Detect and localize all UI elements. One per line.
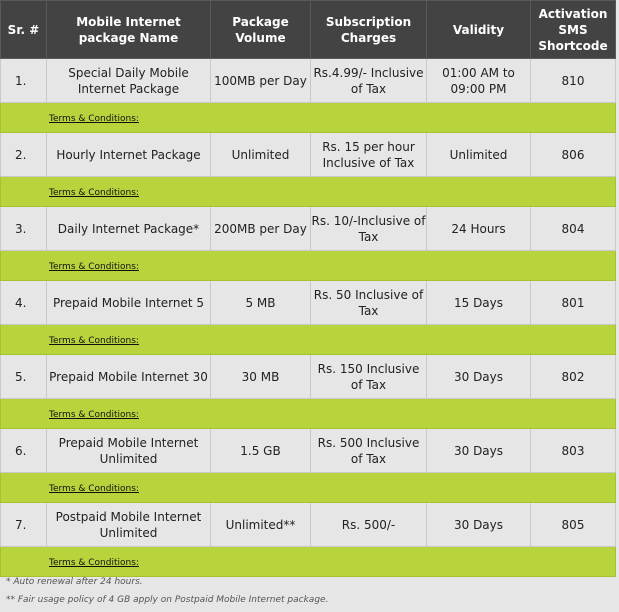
package-volume: 200MB per Day [211, 207, 311, 251]
package-row [1, 133, 616, 177]
package-charges: Rs. 500/- [311, 503, 427, 547]
terms-cell [1, 103, 616, 133]
package-shortcode: 803 [531, 429, 616, 473]
package-validity: Unlimited [427, 133, 531, 177]
package-row [1, 503, 616, 547]
terms-row [1, 251, 616, 281]
terms-row [1, 177, 616, 207]
terms-row [1, 547, 616, 577]
package-charges: Rs.4.99/- Inclusive of Tax [311, 59, 427, 103]
terms-conditions-link[interactable]: Terms & Conditions: [49, 335, 139, 346]
package-shortcode: 801 [531, 281, 616, 325]
table-header-row [1, 1, 616, 59]
terms-row [1, 325, 616, 355]
terms-conditions-link[interactable]: Terms & Conditions: [49, 261, 139, 272]
package-shortcode: 806 [531, 133, 616, 177]
terms-row [1, 473, 616, 503]
terms-cell [1, 547, 616, 577]
package-sr-number: 4. [1, 281, 47, 325]
package-name: Special Daily Mobile Internet Package [47, 59, 211, 103]
footnote-fair-usage: ** Fair usage policy of 4 GB apply on Postpaid Mobile Internet package. [6, 595, 329, 605]
package-sr-number: 1. [1, 59, 47, 103]
header-subscription-charges: Subscription Charges [311, 1, 427, 59]
table-body [1, 59, 616, 577]
package-name: Daily Internet Package* [47, 207, 211, 251]
package-shortcode: 804 [531, 207, 616, 251]
package-validity: 24 Hours [427, 207, 531, 251]
terms-cell [1, 177, 616, 207]
terms-conditions-link[interactable]: Terms & Conditions: [49, 409, 139, 420]
terms-cell [1, 399, 616, 429]
package-row [1, 355, 616, 399]
terms-row [1, 103, 616, 133]
package-validity: 30 Days [427, 503, 531, 547]
header-sr: Sr. # [1, 1, 47, 59]
footnote-auto-renewal: * Auto renewal after 24 hours. [6, 577, 143, 587]
package-validity: 30 Days [427, 355, 531, 399]
package-name: Prepaid Mobile Internet Unlimited [47, 429, 211, 473]
package-volume: Unlimited [211, 133, 311, 177]
package-shortcode: 802 [531, 355, 616, 399]
package-volume: 100MB per Day [211, 59, 311, 103]
header-package-name: Mobile Internet package Name [47, 1, 211, 59]
package-volume: Unlimited** [211, 503, 311, 547]
package-name: Hourly Internet Package [47, 133, 211, 177]
package-charges: Rs. 50 Inclusive of Tax [311, 281, 427, 325]
package-row [1, 59, 616, 103]
package-validity: 30 Days [427, 429, 531, 473]
package-charges: Rs. 15 per hour Inclusive of Tax [311, 133, 427, 177]
package-shortcode: 805 [531, 503, 616, 547]
package-volume: 5 MB [211, 281, 311, 325]
terms-conditions-link[interactable]: Terms & Conditions: [49, 187, 139, 198]
package-sr-number: 5. [1, 355, 47, 399]
package-sr-number: 2. [1, 133, 47, 177]
package-volume: 1.5 GB [211, 429, 311, 473]
package-validity: 15 Days [427, 281, 531, 325]
package-charges: Rs. 10/-Inclusive of Tax [311, 207, 427, 251]
terms-conditions-link[interactable]: Terms & Conditions: [49, 483, 139, 494]
package-sr-number: 6. [1, 429, 47, 473]
package-sr-number: 7. [1, 503, 47, 547]
terms-cell [1, 251, 616, 281]
package-validity: 01:00 AM to 09:00 PM [427, 59, 531, 103]
package-charges: Rs. 150 Inclusive of Tax [311, 355, 427, 399]
terms-row [1, 399, 616, 429]
terms-cell [1, 473, 616, 503]
package-charges: Rs. 500 Inclusive of Tax [311, 429, 427, 473]
header-validity: Validity [427, 1, 531, 59]
package-row [1, 429, 616, 473]
package-name: Prepaid Mobile Internet 5 [47, 281, 211, 325]
package-volume: 30 MB [211, 355, 311, 399]
header-activation-shortcode: Activation SMS Shortcode [531, 1, 616, 59]
package-shortcode: 810 [531, 59, 616, 103]
package-name: Prepaid Mobile Internet 30 [47, 355, 211, 399]
package-name: Postpaid Mobile Internet Unlimited [47, 503, 211, 547]
package-row [1, 281, 616, 325]
package-sr-number: 3. [1, 207, 47, 251]
terms-conditions-link[interactable]: Terms & Conditions: [49, 113, 139, 124]
header-package-volume: Package Volume [211, 1, 311, 59]
package-row [1, 207, 616, 251]
terms-conditions-link[interactable]: Terms & Conditions: [49, 557, 139, 568]
terms-cell [1, 325, 616, 355]
